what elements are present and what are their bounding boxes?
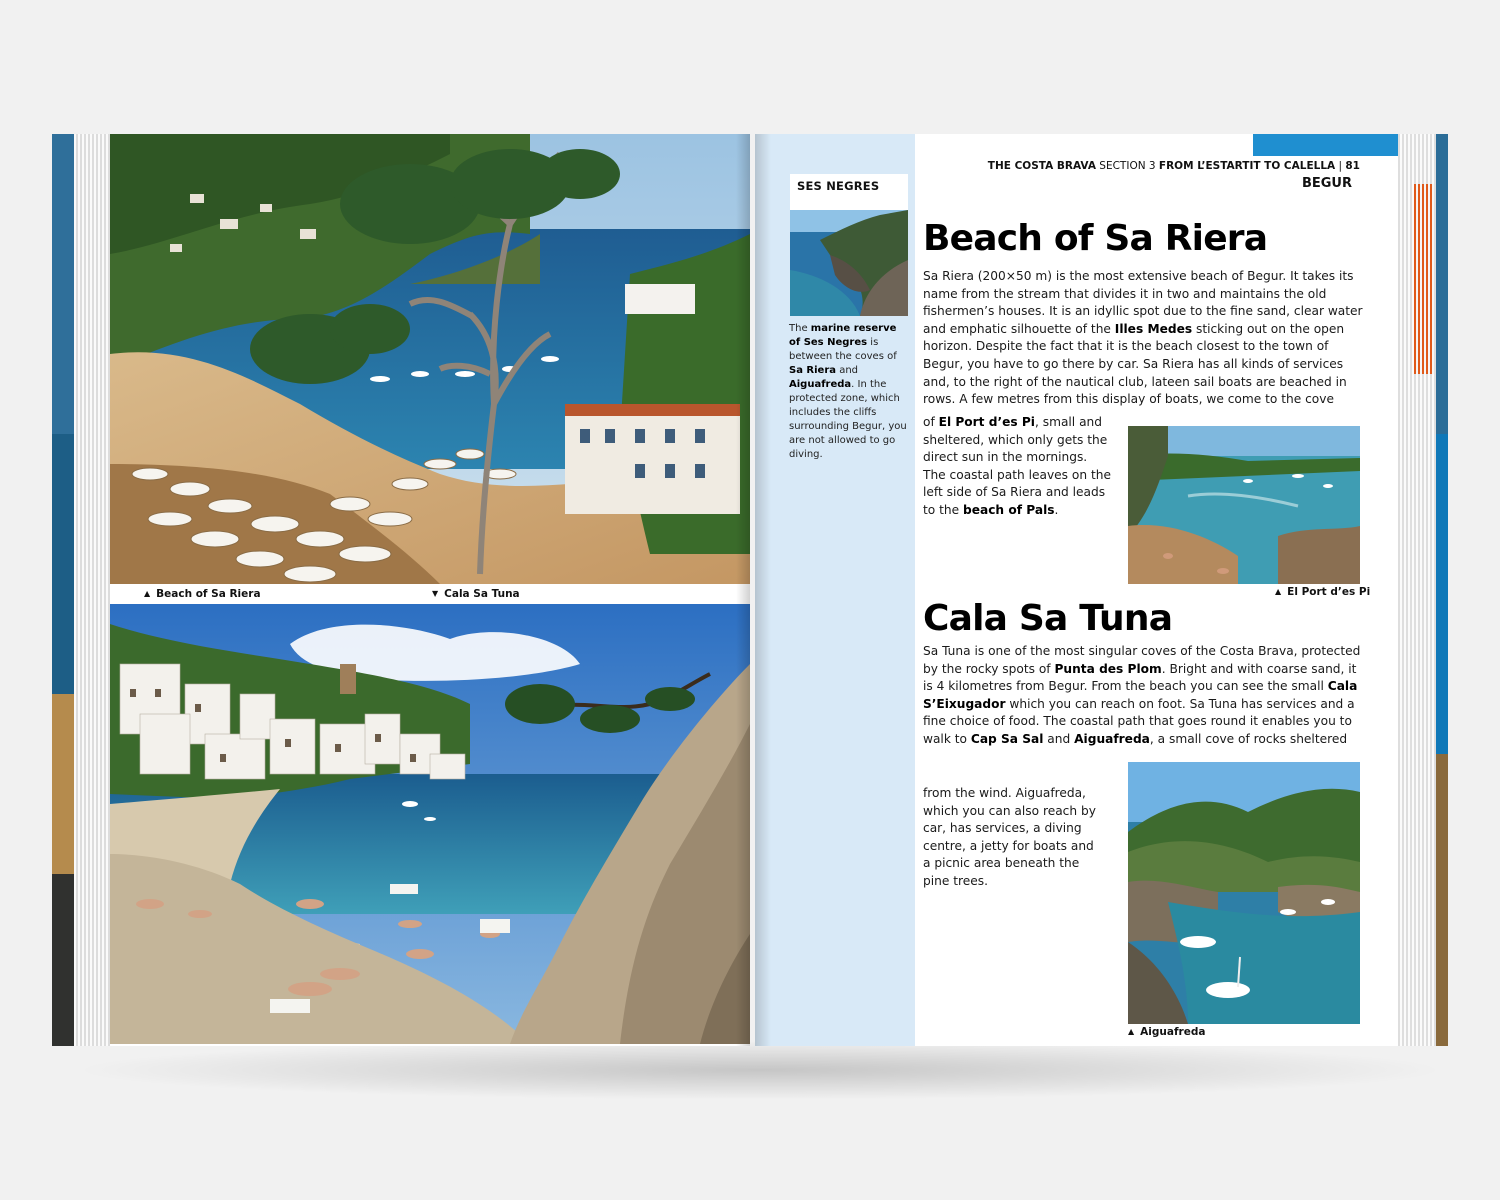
left-gutter-shadow bbox=[736, 134, 750, 1046]
photo-aiguafreda bbox=[1128, 762, 1360, 1024]
sidebar-title: SES NEGRES bbox=[797, 179, 880, 193]
triangle-down-icon: ▼ bbox=[432, 589, 439, 598]
page-number: 81 bbox=[1345, 160, 1360, 172]
sidebar-text: The marine reserve of Ses Negres is between the coves of Sa Riera and Aiguafreda. In the protected zone, which includes the cliffs surrounding Begur, you are not allowed to go diving. bbox=[789, 323, 907, 460]
caption-aiguafreda: ▲ Aiguafreda bbox=[1128, 1026, 1206, 1038]
right-gutter-shadow bbox=[755, 134, 771, 1046]
photo-ses-negres bbox=[790, 210, 908, 316]
photo-el-port-des-pi bbox=[1128, 426, 1360, 584]
book-shadow bbox=[70, 1040, 1450, 1100]
beach-sa-riera-image bbox=[110, 134, 750, 584]
heading-beach-sa-riera: Beach of Sa Riera bbox=[923, 218, 1268, 259]
triangle-up-icon: ▲ bbox=[144, 589, 151, 598]
triangle-up-icon: ▲ bbox=[1128, 1027, 1135, 1036]
article2-continuation: from the wind. Aiguafreda, which you can also reach by car, has services, a diving centre, a jetty for boats and a picnic area beneath the pine trees. bbox=[923, 786, 1096, 888]
orange-tab-marker bbox=[1414, 184, 1434, 374]
header-accent-strip bbox=[1253, 134, 1398, 156]
triangle-up-icon: ▲ bbox=[1275, 587, 1282, 596]
cala-sa-tuna-image bbox=[110, 604, 750, 1044]
article1-paragraph: Sa Riera (200×50 m) is the most extensive beach of Begur. It takes its name from the stream that divides it in two and maintains the old fishermen’s houses. It is an idyllic spot due to the fine sand, clear water and emphatic silhouette of the Illes Medes sticking out on the open horizon. Despite the fact that it is the beach closest to the town of Begur, you have to go there by car. Sa Riera has all kinds of services and, to the right of the nautical club, lateen sail boats are beached in rows. A few metres from this display of boats, we come to the cove bbox=[923, 269, 1363, 407]
photo-cala-sa-tuna bbox=[110, 604, 750, 1044]
left-page-edges bbox=[52, 134, 110, 1046]
section-town: BEGUR bbox=[1301, 176, 1352, 191]
article2-paragraph: Sa Tuna is one of the most singular coves of the Costa Brava, protected by the rocky spots of Punta des Plom. Bright and with coarse sand, it is 4 kilometres from Begur. From the beach you can see the small Cala S’Eixugador which you can reach on foot. Sa Tuna has services and a fine choice of food. The coastal path that goes round it enables you to walk to Cap Sa Sal and Aiguafreda, a small cove of rocks sheltered bbox=[923, 644, 1361, 746]
right-page bbox=[755, 134, 1398, 1046]
left-page bbox=[110, 134, 750, 1046]
caption-cala-sa-tuna: ▼ Cala Sa Tuna bbox=[432, 588, 520, 600]
article1-continuation: of El Port d’es Pi, small and sheltered, which only gets the direct sun in the mornings. The coastal path leaves on the left side of Sa Riera and leads to the beach of Pals. bbox=[923, 415, 1111, 517]
photo-beach-sa-riera bbox=[110, 134, 750, 584]
left-captions-bar bbox=[110, 584, 750, 604]
caption-beach-sa-riera: ▲ Beach of Sa Riera bbox=[144, 588, 261, 600]
running-header: THE COSTA BRAVA SECTION 3 FROM L’ESTARTIT TO CALELLA | 81 bbox=[987, 160, 1360, 172]
caption-el-port-des-pi: ▲ El Port d’es Pi bbox=[1275, 586, 1371, 598]
heading-cala-sa-tuna: Cala Sa Tuna bbox=[923, 598, 1173, 639]
sidebar-box-ses-negres bbox=[790, 174, 908, 316]
right-page-edges bbox=[1398, 134, 1448, 1046]
